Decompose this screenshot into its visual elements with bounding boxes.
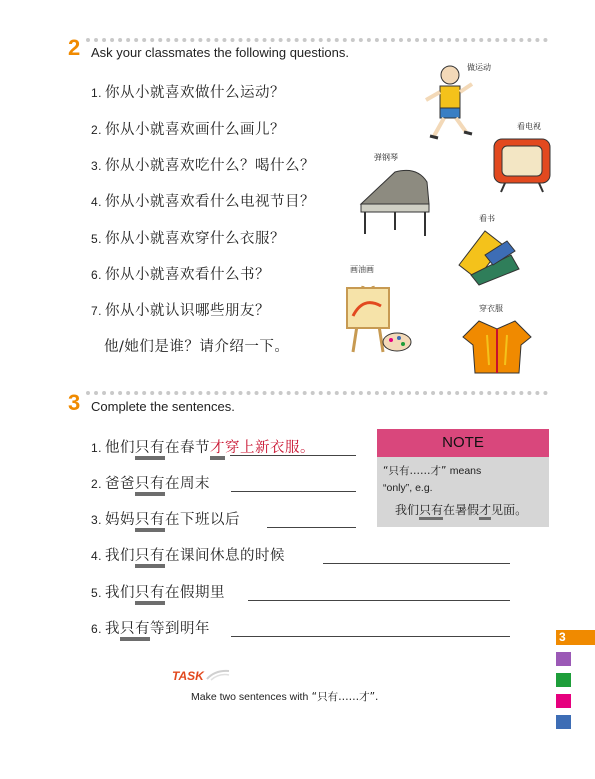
note-box: [377, 457, 549, 527]
sentence-3: 3. 妈妈只有在下班以后: [91, 508, 240, 532]
label-paint: 画油画: [350, 265, 374, 274]
tv-illustration: [491, 134, 553, 194]
books-illustration: [455, 225, 523, 287]
side-tab-green[interactable]: [556, 673, 571, 687]
sentence-1: 1. 他们只有在春节才穿上新衣服。: [91, 436, 315, 460]
section-3-instruction: Complete the sentences.: [91, 399, 235, 414]
question-1: 1. 你从小就喜欢做什么运动？: [91, 85, 286, 101]
task-instruction: Make two sentences with “只有……才”.: [191, 691, 379, 703]
answer-rest: 穿上新衣服。: [225, 440, 316, 456]
question-6: 6. 你从小就喜欢看什么书？: [91, 267, 271, 283]
side-tab-pink[interactable]: [556, 694, 571, 708]
label-sport: 做运动: [467, 63, 491, 72]
question-2: 2. 你从小就喜欢画什么画儿？: [91, 122, 286, 138]
label-tv: 看电视: [517, 122, 541, 131]
task-swoosh-icon: [205, 668, 231, 682]
easel-illustration: [333, 276, 413, 356]
sentence-2: 2. 爸爸只有在周末: [91, 472, 210, 496]
question-3: 3. 你从小就喜欢吃什么？喝什么？: [91, 158, 316, 174]
answer-line-5[interactable]: [248, 600, 510, 601]
note-line-1: “只有……才” means: [383, 465, 482, 477]
sentence-4: 4. 我们只有在课间休息的时候: [91, 544, 285, 568]
note-line-2: “only”, e.g.: [383, 482, 433, 494]
answer-line-2[interactable]: [231, 491, 356, 492]
section-3-divider: [86, 391, 548, 395]
running-boy-illustration: [420, 62, 476, 142]
note-example: 我们只有在暑假才见面。: [395, 501, 527, 520]
section-3-number: 3: [68, 390, 81, 415]
label-clothes: 穿衣服: [479, 304, 503, 313]
answer-line-4[interactable]: [323, 563, 510, 564]
question-4: 4. 你从小就喜欢看什么电视节目？: [91, 194, 316, 210]
section-2-divider: [86, 38, 548, 42]
answer-cai: 才: [210, 440, 225, 460]
question-7-followup: 他/她们是谁？请介绍一下。: [104, 339, 290, 355]
label-book: 看书: [479, 214, 495, 223]
label-piano: 弹钢琴: [374, 153, 398, 162]
section-2-instruction: Ask your classmates the following questions.: [91, 45, 349, 60]
sentence-6: 6. 我只有等到明年: [91, 617, 210, 641]
note-title: NOTE: [377, 429, 549, 457]
sentence-5: 5. 我们只有在假期里: [91, 581, 225, 605]
task-label: TASK: [172, 669, 204, 683]
side-tab-purple[interactable]: [556, 652, 571, 666]
question-7: 7. 你从小就认识哪些朋友？: [91, 303, 271, 319]
answer-line-3[interactable]: [267, 527, 356, 528]
question-5: 5. 你从小就喜欢穿什么衣服？: [91, 231, 286, 247]
jacket-illustration: [459, 315, 535, 377]
answer-line-6[interactable]: [231, 636, 510, 637]
chapter-tab[interactable]: [556, 630, 595, 645]
piano-illustration: [355, 164, 435, 240]
section-2-number: 2: [68, 35, 81, 60]
chapter-number: 3: [559, 630, 566, 644]
answer-line-1: [230, 455, 356, 456]
side-tab-blue[interactable]: [556, 715, 571, 729]
